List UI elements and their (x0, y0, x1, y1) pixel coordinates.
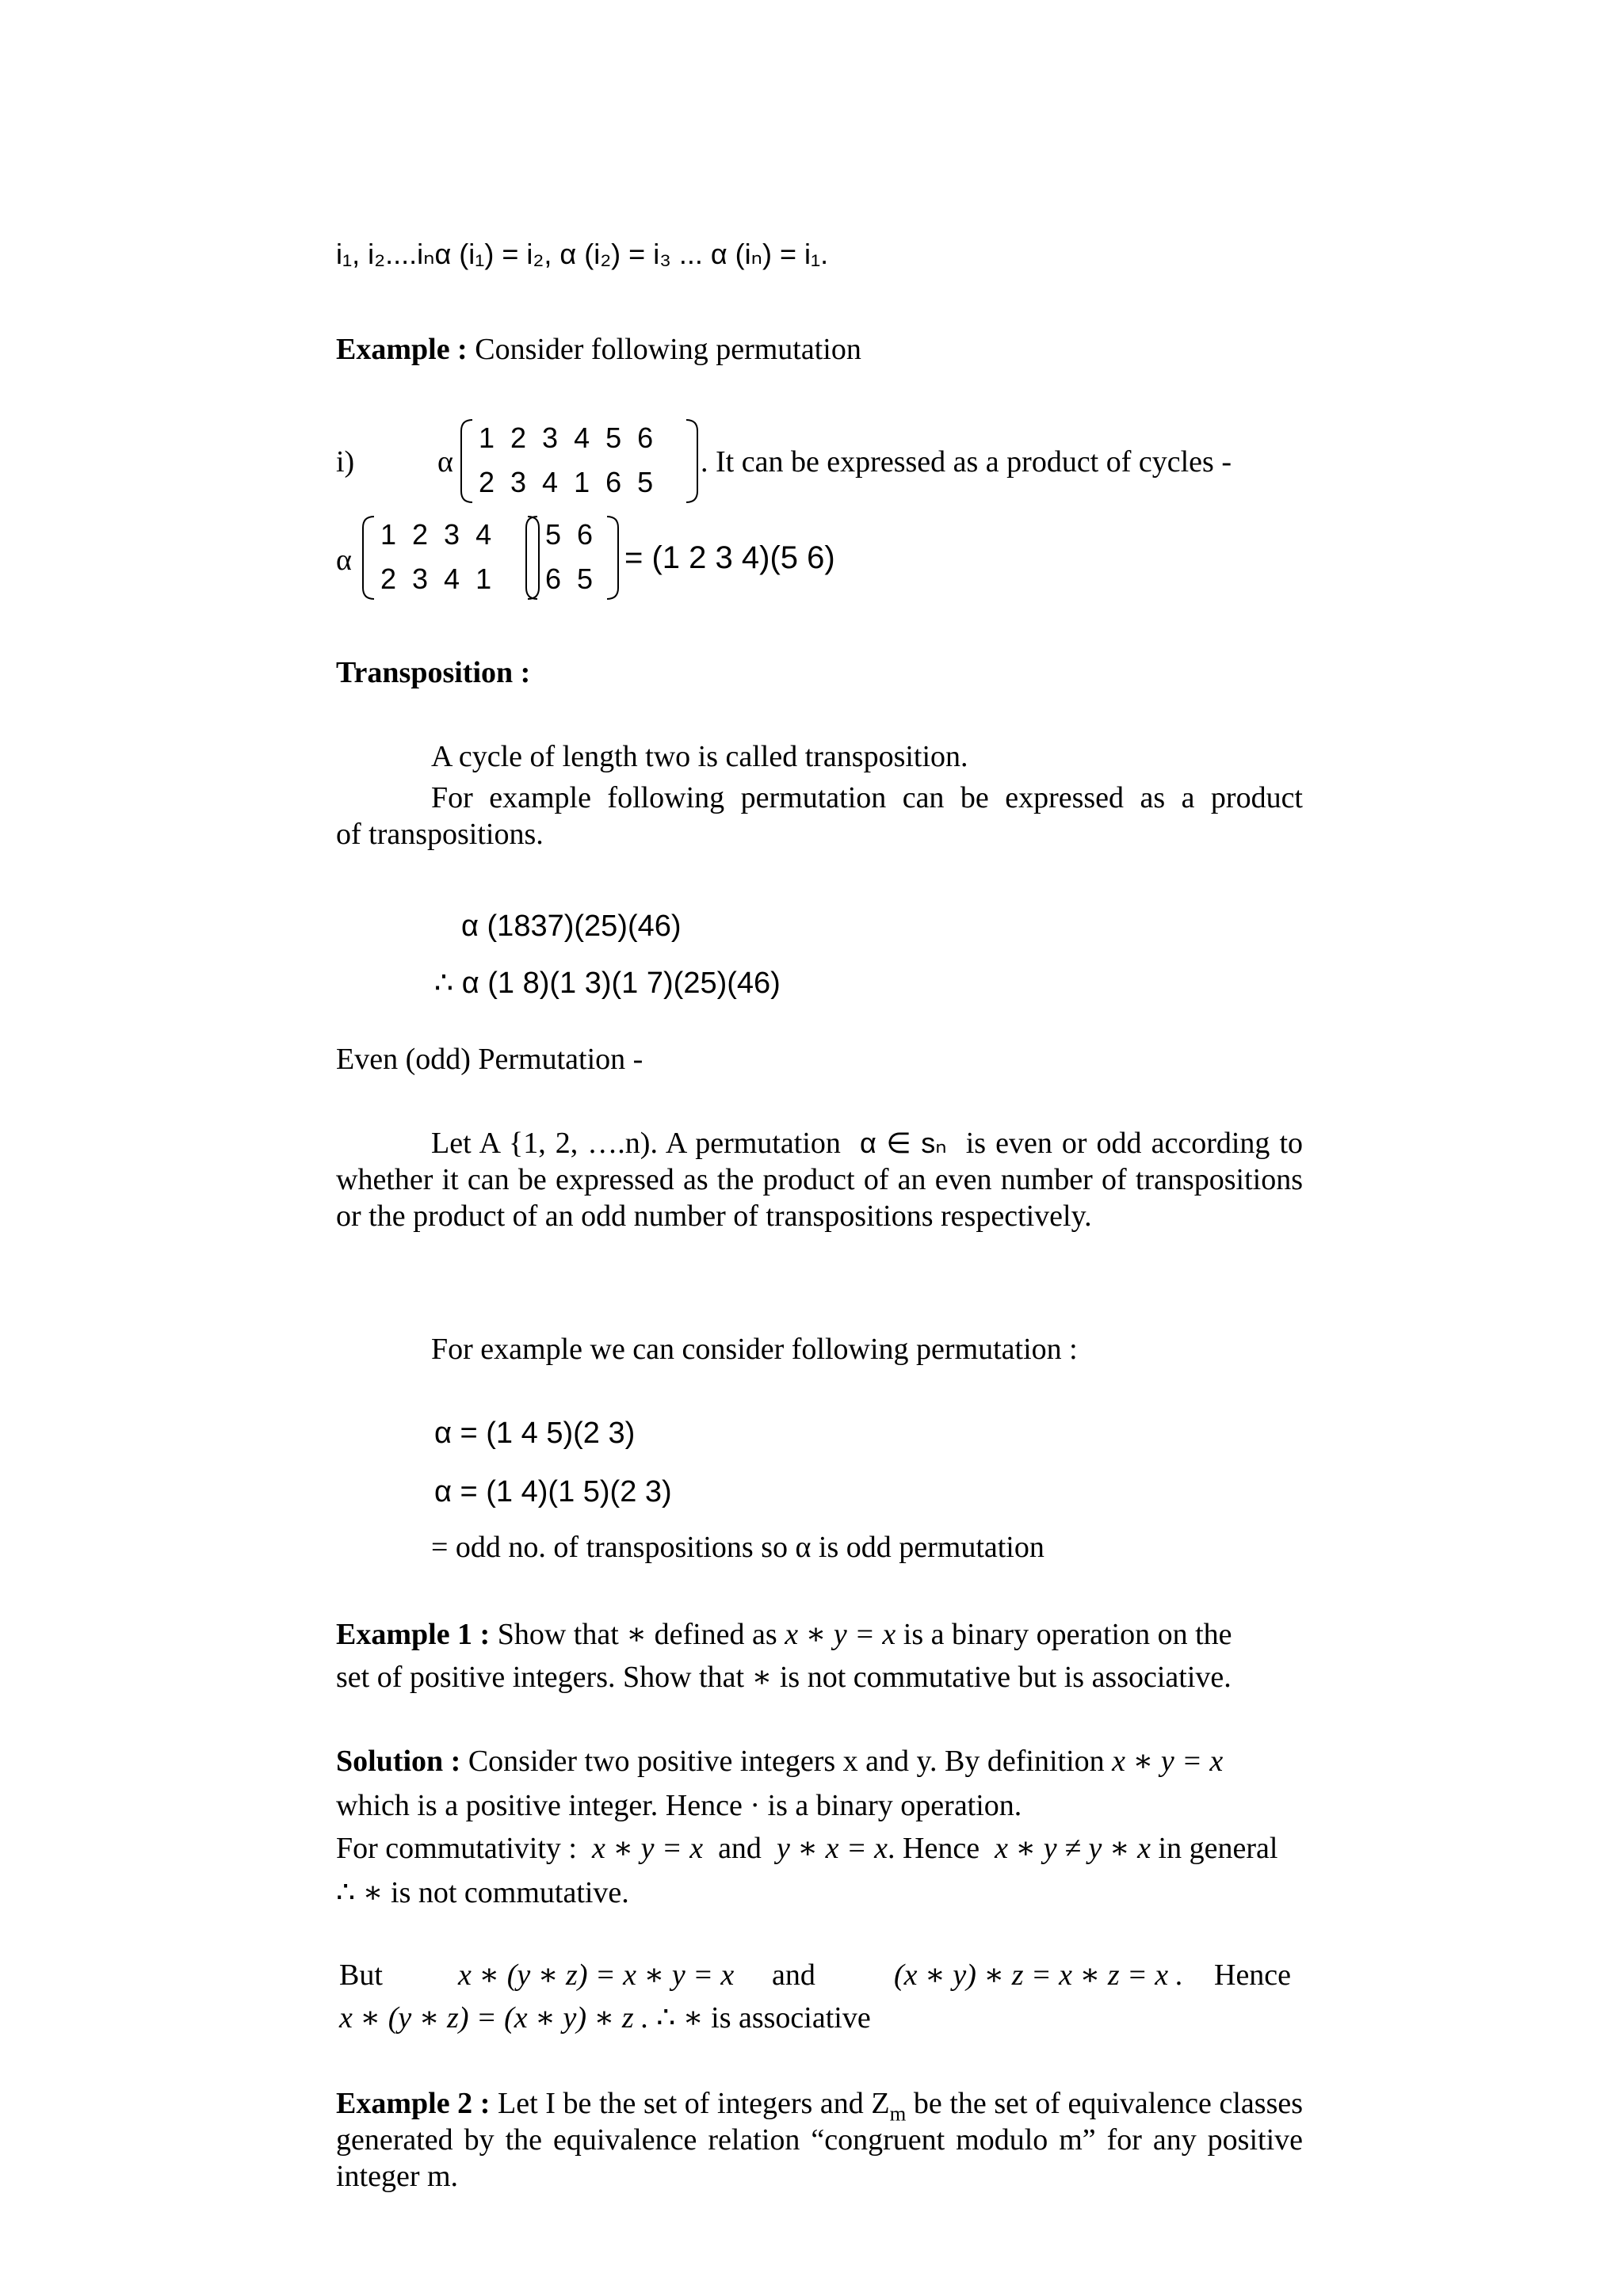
permutation-matrix-2a (363, 513, 540, 602)
example-1-heading: Example 1 : (336, 1618, 491, 1651)
even-odd-text-rest: is even or odd according to whether it can be expressed as the product of an even number of transpositions or the product of an odd number of transpositions respectively. (336, 1127, 1304, 1233)
assoc-formula-1: x ∗ (y ∗ z) = x ∗ y = x (458, 1958, 735, 1992)
even-odd-example-intro: For example we can consider following permutation : (431, 1333, 1078, 1366)
example-2-subscript: m (889, 2101, 907, 2126)
example-2-heading: Example 2 : (336, 2087, 491, 2120)
transposition-heading-text: Transposition : (336, 656, 531, 689)
cycles-result: = (1 2 3 4)(5 6) (624, 540, 835, 575)
matrix-1-suffix: . It can be expressed as a product of cycles - (701, 445, 1232, 479)
example-line (336, 331, 861, 368)
transposition-example-line1: For example following permutation can be expressed as a product (431, 781, 1303, 814)
transposition-equation-1: α (1837)(25)(46) (461, 910, 682, 943)
alpha-symbol: α (437, 445, 453, 479)
example-2-text-b: be the set of equivalence classes generated by the equivalence relation “congruent modulo m” for any positive integer m. (336, 2087, 1304, 2193)
odd-conclusion: = odd no. of transpositions so α is odd permutation (431, 1531, 1044, 1564)
permutation-matrix-1 (461, 417, 699, 505)
example-1-formula: x ∗ y = x (785, 1618, 896, 1651)
transposition-definition: A cycle of length two is called transposition. (431, 740, 968, 773)
permutation-matrix-2b (526, 513, 620, 602)
matrix-2b-top-row: 5 6 (545, 518, 594, 551)
commutativity-formula-3: x ∗ y ≠ y ∗ x (995, 1832, 1151, 1865)
alpha-in-sn: α ∈ sₙ (860, 1127, 947, 1159)
matrix-1-bottom-row: 2 3 4 1 6 5 (479, 466, 654, 498)
commutativity-tail: in general (1158, 1832, 1278, 1865)
assoc-line2 (339, 2000, 871, 2036)
commutativity-and: and (718, 1832, 762, 1865)
even-odd-heading: Even (odd) Permutation - (336, 1043, 643, 1076)
even-odd-paragraph (336, 1125, 1303, 1234)
not-commutative-line: ∴ ∗ is not commutative. (336, 1876, 629, 1909)
commutativity-hence: . Hence (888, 1832, 980, 1865)
assoc-and: and (772, 1958, 815, 1992)
matrix-2a-bottom-row: 2 3 4 1 (380, 563, 492, 595)
odd-equation-2: α = (1 4)(1 5)(2 3) (434, 1475, 672, 1508)
solution-text-a: Consider two positive integers x and y. By definition (468, 1745, 1105, 1778)
matrix-1-top-row: 1 2 3 4 5 6 (479, 421, 654, 454)
example-heading: Example : (336, 333, 468, 366)
cycle-definition-line: i₁, i₂....iₙα (i₁) = i₂, α (i₂) = i₃ ... α (iₙ) = i₁. (336, 238, 829, 270)
transposition-example-line2: of transpositions. (336, 818, 544, 851)
odd-equation-1: α = (1 4 5)(2 3) (434, 1417, 636, 1450)
example-label-i: i) (336, 445, 355, 479)
example-1-line2: set of positive integers. Show that ∗ is not commutative but is associative. (336, 1661, 1232, 1694)
solution-commutativity-line (336, 1830, 1277, 1867)
example-1-text-a: Show that ∗ defined as (497, 1618, 777, 1651)
example-2-text-a: Let I be the set of integers and Z (498, 2087, 890, 2120)
assoc-formula-3: x ∗ (y ∗ z) = (x ∗ y) ∗ z . (339, 2001, 649, 2035)
solution-formula-a: x ∗ y = x (1112, 1745, 1224, 1778)
example-1-text-b: is a binary operation on the (903, 1618, 1232, 1651)
commutativity-formula-2: y ∗ x = x (776, 1832, 888, 1865)
commutativity-formula-1: x ∗ y = x (591, 1832, 704, 1865)
assoc-formula-2: (x ∗ y) ∗ z = x ∗ z = x . (894, 1958, 1184, 1992)
matrix-2a-top-row: 1 2 3 4 (380, 518, 492, 551)
even-odd-text-start: Let A {1, 2, ….n). A permutation (431, 1127, 841, 1160)
commutativity-label: For commutativity : (336, 1832, 577, 1865)
assoc-tail: ∴ ∗ is associative (656, 2001, 871, 2035)
alpha-symbol-2: α (336, 543, 352, 577)
assoc-hence: Hence (1214, 1958, 1292, 1992)
example-text: Consider following permutation (475, 333, 861, 366)
solution-line1 (336, 1743, 1223, 1779)
solution-line2: which is a positive integer. Hence · is a binary operation. (336, 1789, 1022, 1822)
example-1-line1 (336, 1616, 1232, 1653)
example-2-paragraph (336, 2085, 1303, 2195)
matrix-2b-bottom-row: 6 5 (545, 563, 594, 595)
transposition-equation-2: ∴ α (1 8)(1 3)(1 7)(25)(46) (434, 967, 781, 1000)
assoc-but: But (339, 1958, 383, 1992)
transposition-heading (336, 654, 530, 691)
solution-heading: Solution : (336, 1745, 461, 1778)
